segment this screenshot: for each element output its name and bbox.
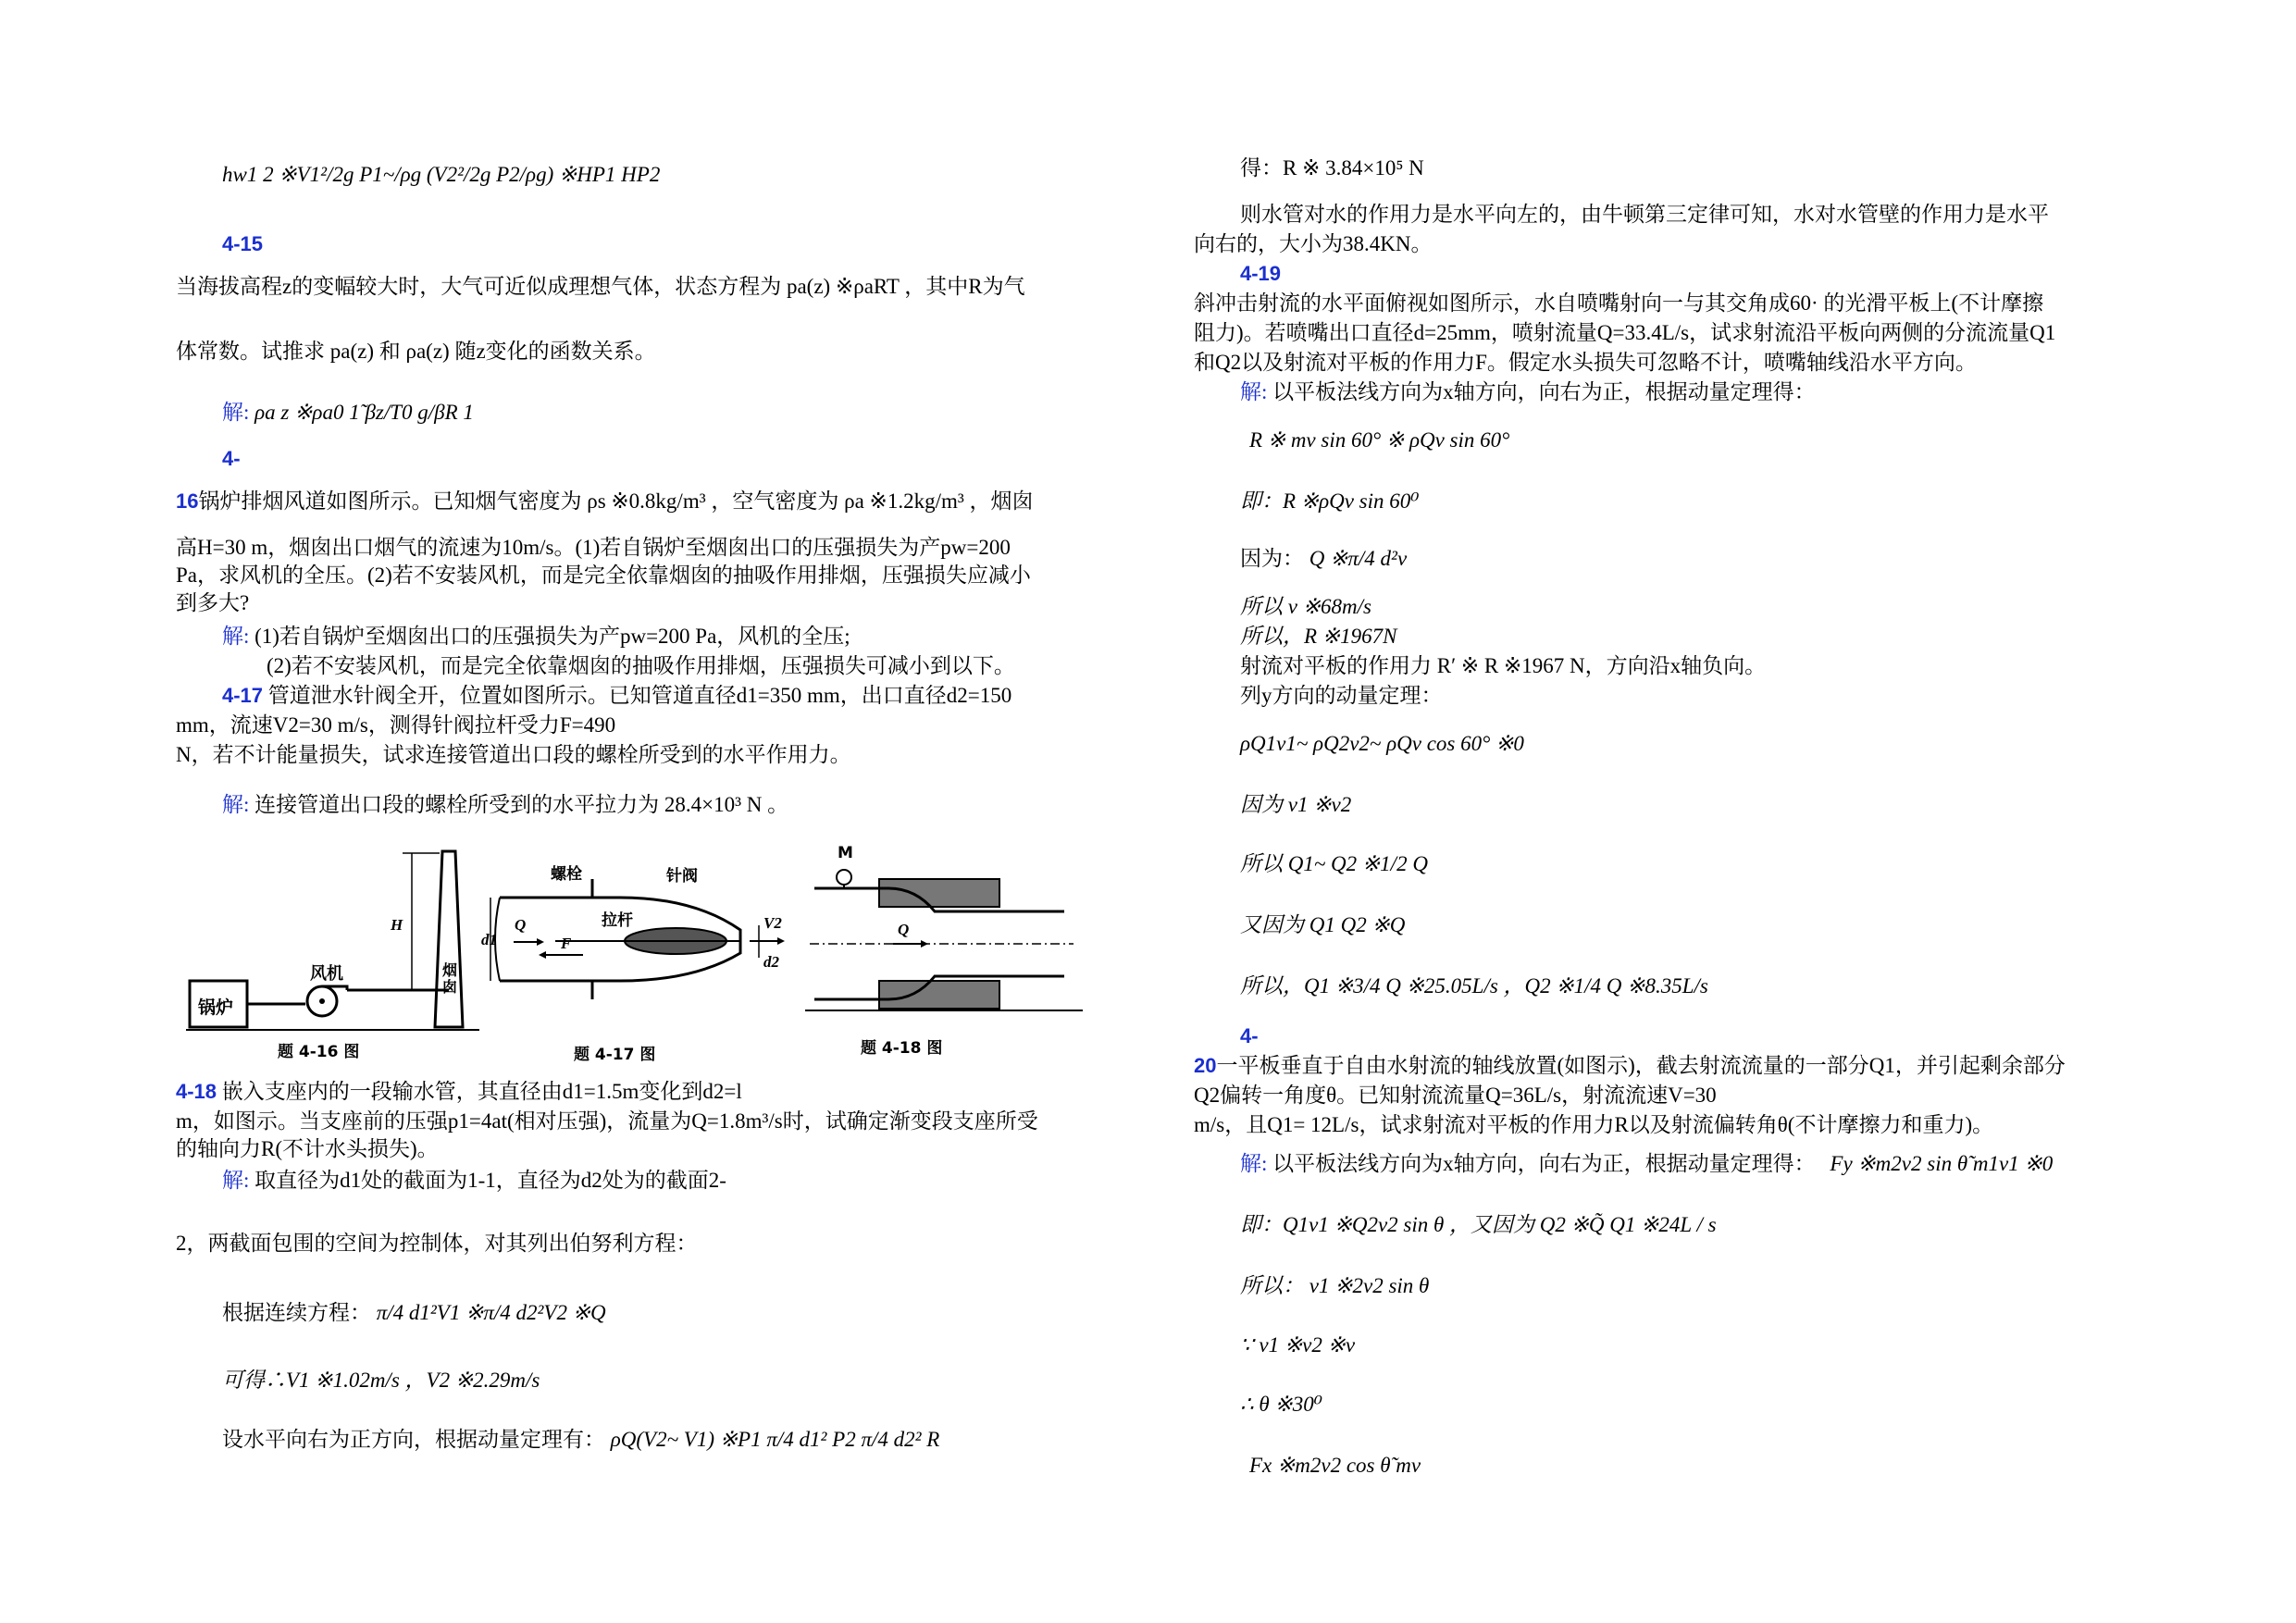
pressure-gauge: [837, 870, 851, 885]
answer-text: 以平板法线方向为x轴方向，向右为正，根据动量定理得：: [1272, 380, 1816, 403]
answer-4-17: [222, 792, 788, 818]
answer-label: 解:: [1240, 380, 1268, 403]
eq-R-momentum: R ※ mv sin 60° ※ ρQv sin 60°: [1249, 428, 1510, 452]
problem-4-15-line2: 体常数。试推求 pa(z) 和 ρa(z) 随z变化的函数关系。: [176, 340, 656, 363]
answer-4-18-line2: 2，两截面包围的空间为控制体，对其列出伯努利方程：: [176, 1232, 698, 1255]
problem-text: 管道泄水针阀全开，位置如图所示。已知管道直径d1=350 mm，出口直径d2=150: [263, 684, 1012, 707]
equation-formula: Q ※π/4 d²v: [1309, 547, 1408, 570]
eq-Fx: Fx ※m2v2 cos θ̃ mv: [1249, 1454, 1421, 1477]
answer-label: 解:: [222, 401, 250, 424]
equation-text: hw1 2 ※V1²/2g P1~/ρg (V2²/2g P2/ρg) ※HP1 HP2: [222, 163, 661, 186]
equation-label: 根据连续方程：: [222, 1301, 371, 1324]
needle-label: 针阀: [666, 867, 698, 886]
problem-4-17-line1: [222, 683, 1011, 709]
answer-text: (1)若自锅炉至烟囱出口的压强损失为产pw=200 Pa，风机的全压;: [254, 625, 850, 648]
eq-Q1-Q2-sum: 又因为 Q1 Q2 ※Q: [1240, 913, 1406, 936]
answer-4-16-line2: (2)若不安装风机，而是完全依靠烟囱的抽吸作用排烟，压强损失可减小到以下。: [267, 654, 1015, 677]
eq-Q1-Q2-values: 所以，Q1 ※3/4 Q ※25.05L/s ，Q2 ※1/4 Q ※8.35L/s: [1240, 974, 1708, 997]
problem-4-16-line3: Pa，求风机的全压。(2)若不安装风机，而是完全依靠烟囱的抽吸作用排烟，压强损失应减小: [176, 564, 1031, 587]
answer-4-15: [222, 400, 474, 426]
eq-Q1-Q2-diff: 所以 Q1~ Q2 ※1/2 Q: [1240, 852, 1428, 875]
figure-4-18: [805, 842, 1083, 1064]
problem-4-16-line4: 到多大?: [176, 591, 250, 614]
answer-label: 解:: [222, 625, 250, 648]
problem-number-4-20-part2: 20: [1194, 1054, 1217, 1077]
figure-4-16-drawing: [185, 842, 481, 1064]
problem-4-15-line1: 当海拔高程z的变幅较大时，大气可近似成理想气体，状态方程为 pa(z) ※ρaRT ，其中R为气: [176, 275, 1025, 298]
equation-formula: ρQ(V2~ V1) ※P1 π/4 d1² P2 π/4 d2² R: [610, 1428, 940, 1451]
chimney-label: 烟囱: [442, 961, 458, 996]
problem-4-17-line2: mm，流速V2=30 m/s，测得针阀拉杆受力F=490: [176, 713, 616, 737]
answer-label: 解:: [222, 793, 250, 816]
problem-number-4-20-part1: 4-: [1240, 1024, 1259, 1047]
answer-text: 以平板法线方向为x轴方向，向右为正，根据动量定理得：: [1272, 1152, 1816, 1175]
problem-number-4-17: 4-17: [222, 684, 264, 707]
continuity-equation: [222, 1300, 606, 1326]
boiler-label: 锅炉: [198, 997, 234, 1018]
d2-label: d2: [763, 953, 779, 971]
eq-Q-definition: [1240, 546, 1407, 572]
answer-label: 解:: [1240, 1152, 1268, 1175]
eq-y-momentum-label: 列y方向的动量定理：: [1240, 684, 1443, 707]
problem-4-16-line1: [176, 489, 1034, 514]
eq-velocity: 所以 v ※68m/s: [1240, 595, 1371, 618]
equation-formula: π/4 d1²V1 ※π/4 d2²V2 ※Q: [376, 1301, 606, 1324]
equation-head-loss: [222, 162, 660, 188]
eq-v-equal: ∵ v1 ※v2 ※v: [1240, 1333, 1356, 1357]
problem-4-17-line3: N，若不计能量损失，试求连接管道出口段的螺栓所受到的水平作用力。: [176, 743, 851, 766]
problem-4-19-line1: 斜冲击射流的水平面俯视如图所示，水自喷嘴射向一与其交角成60· 的光滑平板上(不计摩擦: [1194, 291, 2044, 315]
problem-4-16-line2: 高H=30 m，烟囱出口烟气的流速为10m/s。(1)若自锅炉至烟囱出口的压强损失为产pw=200: [176, 536, 1011, 559]
problem-number-4-16-part2: 16: [176, 489, 199, 513]
figure-4-17-caption: 题 4-17 图: [574, 1046, 656, 1064]
problem-4-19-line3: 和Q2以及射流对平板的作用力F。假定水头损失可忽略不计，喷嘴轴线沿水平方向。: [1194, 351, 1977, 374]
problem-4-19-line2: 阻力)。若喷嘴出口直径d=25mm，喷射流量Q=33.4L/s，试求射流沿平板向两侧的分流流量Q1: [1194, 321, 2056, 344]
M-label: M: [838, 844, 853, 862]
problem-text: 一平板垂直于自由水射流的轴线放置(如图示)，截去射流流量的一部分Q1，并引起剩余部分: [1216, 1054, 2066, 1077]
height-label: H: [391, 916, 403, 934]
answer-formula: Fy ※m2v2 sin θ̃ m1v1 ※0: [1830, 1152, 2054, 1175]
problem-text: 锅炉排烟风道如图所示。已知烟气密度为 ρs ※0.8kg/m³ ，空气密度为 ρa ※1.2kg/m³ ，烟囱: [198, 489, 1034, 513]
rod-label: 拉杆: [602, 911, 633, 930]
V2-label: V2: [763, 914, 782, 932]
flow-arrow-head: [921, 940, 928, 948]
figure-4-18-drawing: [805, 842, 1083, 1064]
problem-4-20-line2: Q2偏转一角度θ。已知射流流量Q=36L/s，射流流速V=30: [1194, 1084, 1717, 1107]
bolt-label: 螺栓: [551, 865, 582, 884]
velocity-result: 可得∴V1 ※1.02m/s ，V2 ※2.29m/s: [222, 1369, 540, 1392]
d1-label: d1: [481, 931, 497, 948]
eq-y-momentum: ρQ1v1~ ρQ2v2~ ρQv cos 60° ※0: [1240, 732, 1524, 755]
fan-label: 风机: [310, 964, 343, 984]
F-label: F: [561, 935, 572, 952]
answer-4-18-line1: [222, 1168, 726, 1194]
chimney-outline: [435, 851, 463, 1027]
answer-formula: ρa z ※ρa0 1̃ βz/T0 g/βR 1: [254, 401, 474, 424]
equation-label: 设水平向右为正方向，根据动量定理有：: [222, 1428, 605, 1451]
eq-theta: ∴ θ ※30⁰: [1240, 1393, 1322, 1416]
problem-number-4-19: 4-19: [1240, 262, 1282, 285]
answer-text: 连接管道出口段的螺栓所受到的水平拉力为 28.4×10³ N 。: [254, 793, 789, 816]
conclusion-line2: 向右的，大小为38.4KN。: [1194, 232, 1433, 255]
answer-4-20: [1240, 1151, 2053, 1177]
problem-4-18-line2: m，如图示。当支座前的压强p1=4at(相对压强)，流量为Q=1.8m³/s时，试确定渐变段支座所受: [176, 1109, 1038, 1133]
problem-number-4-15: 4-15: [222, 232, 264, 255]
support-top: [879, 879, 999, 907]
Q-label: Q: [515, 916, 527, 934]
outlet-arrow-head: [777, 937, 785, 945]
problem-number-4-18: 4-18: [176, 1080, 217, 1103]
figure-4-18-caption: 题 4-18 图: [861, 1039, 943, 1058]
problem-4-20-line1: [1194, 1053, 2066, 1079]
Q-label: Q: [898, 921, 910, 938]
force-arrow-head: [539, 951, 546, 959]
answer-4-19: [1240, 379, 1816, 405]
fan-hub: [319, 998, 325, 1004]
problem-4-18-line1: [176, 1079, 742, 1105]
eq-force-on-plate: 射流对平板的作用力 R′ ※ R ※1967 N，方向沿x轴负向。: [1240, 654, 1767, 677]
answer-label: 解:: [222, 1169, 250, 1192]
eq-v1-relation: 所以： v1 ※2v2 sin θ: [1240, 1274, 1430, 1297]
answer-text: 取直径为d1处的截面为1-1，直径为d2处为的截面2-: [254, 1169, 726, 1192]
figure-4-16-caption: 题 4-16 图: [278, 1043, 360, 1061]
equation-label: 因为：: [1240, 547, 1304, 570]
momentum-equation: [222, 1427, 939, 1453]
answer-4-16-line1: [222, 624, 850, 650]
figure-4-17-drawing: [481, 842, 796, 1064]
problem-4-18-line3: 的轴向力R(不计水头损失)。: [176, 1137, 439, 1160]
figure-4-17: [481, 842, 796, 1064]
result-R: 得：R ※ 3.84×10⁵ N: [1240, 156, 1424, 180]
support-bottom: [879, 981, 999, 1009]
problem-number-4-16-part1: 4-: [222, 447, 241, 470]
eq-R-simplified: 即：R ※ρQv sin 60⁰: [1240, 489, 1420, 513]
problem-4-20-line3: m/s，且Q1= 12L/s，试求射流对平板的作用力R以及射流偏转角θ(不计摩擦力和重力)。: [1194, 1113, 1994, 1136]
flow-arrow-head: [537, 938, 544, 946]
figure-4-16: [185, 842, 481, 1064]
eq-Q-relation: 即：Q1v1 ※Q2v2 sin θ ，又因为 Q2 ※Q̃ Q1 ※24L / s: [1240, 1213, 1717, 1236]
conclusion-line1: 则水管对水的作用力是水平向左的，由牛顿第三定律可知，水对水管壁的作用力是水平: [1240, 203, 2049, 226]
problem-text: 嵌入支座内的一段输水管，其直径由d1=1.5m变化到d2=l: [217, 1080, 742, 1103]
eq-v1-v2: 因为 v1 ※v2: [1240, 793, 1352, 816]
eq-R-value: 所以，R ※1967N: [1240, 625, 1397, 648]
